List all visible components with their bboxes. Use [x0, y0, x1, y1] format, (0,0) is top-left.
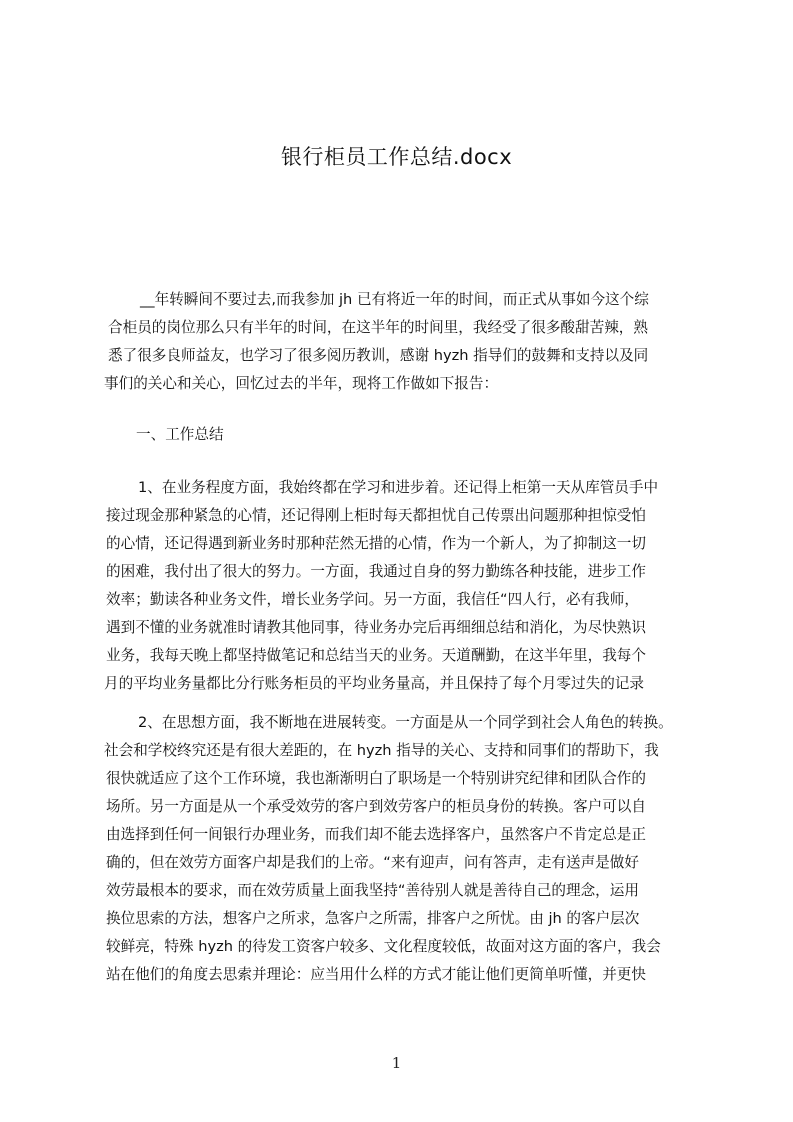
text-line: 的困难，我付出了很大的努力。一方面，我通过自身的努力勤练各种技能，进步工作	[106, 563, 646, 580]
text-line: 效率；勤读各种业务文件，增长业务学问。另一方面，我信任“四人行，必有我师，	[106, 591, 639, 608]
text-line: 合柜员的岗位那么只有半年的时间，在这半年的时间里，我经受了很多酸甜苦辣，熟	[108, 319, 648, 336]
text-line: 2、在思想方面，我不断地在进展转变。一方面是从一个同学到社会人角色的转换。	[138, 714, 673, 731]
text-line: 1、在业务程度方面，我始终都在学习和进步着。还记得上柜第一天从库管员手中	[138, 479, 659, 496]
text-line: 月的平均业务量都比分行账务柜员的平均业务量高，并且保持了每个月零过失的记录	[104, 675, 644, 692]
text-line: 效劳最根本的要求，而在效劳质量上面我坚持“善待别人就是善待自己的理念，运用	[106, 882, 639, 899]
document-title: 银行柜员工作总结.docx	[280, 145, 513, 169]
text-line: 很快就适应了这个工作环境，我也渐渐明白了职场是一个特别讲究纪律和团队合作的	[106, 770, 646, 787]
work-summary-paragraph-2	[104, 709, 700, 989]
text-line: __年转瞬间不要过去,而我参加 jh 已有将近一年的时间，而正式从事如今这个综	[140, 291, 649, 308]
page-number: 1	[391, 1054, 402, 1072]
text-line: 遇到不懂的业务就准时请教其他同事，待业务办完后再细细总结和消化，为尽快熟识	[106, 619, 646, 636]
section-heading: 一、工作总结	[136, 426, 224, 443]
text-line: 悉了很多良师益友，也学习了很多阅历教训，感谢 hyzh 指导们的鼓舞和支持以及同	[108, 347, 649, 364]
text-line: 接过现金那种紧急的心情，还记得刚上柜时每天都担忧自己传票出问题那种担惊受怕	[106, 507, 646, 524]
text-line: 业务，我每天晚上都坚持做笔记和总结当天的业务。天道酬勤，在这半年里，我每个	[106, 647, 646, 664]
text-line: 场所。另一方面是从一个承受效劳的客户到效劳客户的柜员身份的转换。客户可以自	[106, 798, 646, 815]
text-line: 的心情，还记得遇到新业务时那种茫然无措的心情，作为一个新人，为了抑制这一切	[106, 535, 646, 552]
text-line: 事们的关心和关心，回忆过去的半年，现将工作做如下报告：	[104, 375, 499, 392]
text-line: 由选择到任何一间银行办理业务，而我们却不能去选择客户，虽然客户不肯定总是正	[106, 826, 646, 843]
work-summary-paragraph-1	[104, 474, 700, 698]
text-line: 社会和学校终究还是有很大差距的，在 hyzh 指导的关心、支持和同事们的帮助下，我	[104, 742, 659, 759]
text-line: 站在他们的角度去思索并理论：应当用什么样的方式才能让他们更简单听懂，并更快	[106, 966, 646, 983]
text-line: 确的，但在效劳方面客户却是我们的上帝。“来有迎声，问有答声，走有送声是做好	[106, 854, 639, 871]
text-line: 较鲜亮，特殊 hyzh 的待发工资客户较多、文化程度较低，故面对这方面的客户，我会	[106, 938, 661, 955]
intro-paragraph	[104, 286, 700, 398]
text-line: 换位思索的方法，想客户之所求，急客户之所需，排客户之所忧。由 jh 的客户层次	[106, 910, 640, 927]
